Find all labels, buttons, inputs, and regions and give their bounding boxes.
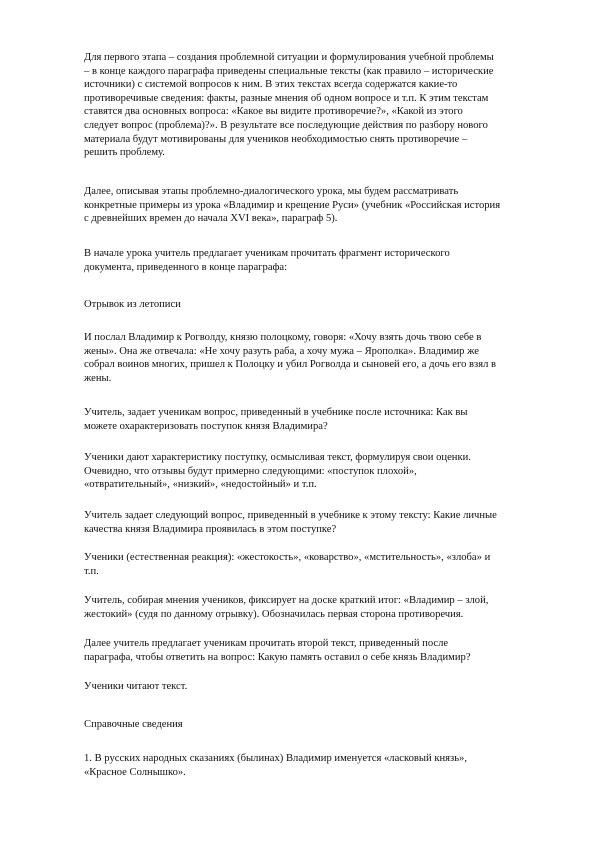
text-line: жены. bbox=[84, 372, 112, 384]
text-line: жестокий» (судя по данному отрывку). Обозначилась первая сторона противоречия. bbox=[84, 608, 464, 620]
text-line: т.п. bbox=[84, 565, 99, 577]
text-line: И послал Владимир к Рогволду, князю полоцкому, говоря: «Хочу взять дочь твою себе в bbox=[84, 332, 482, 343]
chronicle-excerpt-heading bbox=[84, 298, 514, 312]
text-line: «Красное Солнышко». bbox=[84, 766, 186, 778]
text-line: решить проблему. bbox=[84, 147, 165, 159]
text-line: можете охарактеризовать поступок князя Владимира? bbox=[84, 420, 328, 432]
text-line: Отрывок из летописи bbox=[84, 299, 181, 310]
reference-info-heading bbox=[84, 718, 514, 732]
text-line: параграфа, чтобы ответить на вопрос: Какую память оставил о себе князь Владимир? bbox=[84, 651, 471, 663]
text-line: источники) с системой вопросов к ним. В этих текстах всегда содержатся какие-то bbox=[84, 79, 458, 91]
text-line: противоречивые сведения: факты, разные мнения об одном вопросе и т.п. К этим текстам bbox=[84, 92, 489, 104]
text-line: Справочные сведения bbox=[84, 719, 183, 730]
text-line: Ученики дают характеристику поступку, осмысливая текст, формулируя свои оценки. bbox=[84, 452, 471, 463]
text-line: качества князя Владимира проявилась в этом поступке? bbox=[84, 523, 337, 535]
paragraph-teacher-summary bbox=[84, 594, 514, 621]
paragraph-teacher-question-1 bbox=[84, 406, 514, 433]
text-line: Для первого этапа – создания проблемной ситуации и формулирования учебной проблемы bbox=[84, 52, 494, 63]
text-line: 1. В русских народных сказаниях (былинах) Владимир именуется «ласковый князь», bbox=[84, 753, 467, 764]
paragraph-lesson-stages bbox=[84, 185, 514, 226]
text-line: конкретные примеры из урока «Владимир и крещение Руси» (учебник «Российская история bbox=[84, 199, 501, 211]
text-line: материала будут мотивированы для учеников необходимостью снять противоречие – bbox=[84, 133, 468, 145]
text-line: с древнейших времен до начала XVI века», параграф 5). bbox=[84, 213, 338, 225]
text-line: собрал воинов многих, пришел к Полоцку и убил Рогволда и сыновей его, а дочь его взял в bbox=[84, 359, 497, 371]
paragraph-student-answers-1 bbox=[84, 451, 514, 492]
text-line: Учитель, задает ученикам вопрос, приведенный в учебнике после источника: Как вы bbox=[84, 407, 468, 418]
text-line: Ученики читают текст. bbox=[84, 681, 188, 692]
text-line: Учитель задает следующий вопрос, приведенный в учебнике к этому тексту: Какие личные bbox=[84, 510, 497, 521]
paragraph-second-text bbox=[84, 637, 514, 664]
text-line: Далее, описывая этапы проблемно-диалогического урока, мы будем рассматривать bbox=[84, 186, 459, 197]
text-line: Далее учитель предлагает ученикам прочитать второй текст, приведенный после bbox=[84, 638, 449, 649]
paragraph-students-read bbox=[84, 680, 514, 694]
text-line: – в конце каждого параграфа приведены специальные тексты (как правило – исторические bbox=[84, 65, 494, 77]
text-line: жены». Она же отвечала: «Не хочу разуть раба, а хочу мужа – Ярополка». Владимир же bbox=[84, 345, 479, 357]
text-line: «отвратительный», «низкий», «недостойный» и т.п. bbox=[84, 479, 317, 491]
paragraph-first-stage bbox=[84, 51, 514, 160]
text-line: следует вопрос (проблема)?». В результате все последующие действия по разбору нового bbox=[84, 119, 488, 131]
paragraph-lesson-start bbox=[84, 247, 514, 274]
paragraph-student-reaction bbox=[84, 551, 514, 578]
text-line: ставятся два основных вопроса: «Какое вы видите противоречие?», «Какой из этого bbox=[84, 106, 463, 118]
paragraph-teacher-question-2 bbox=[84, 509, 514, 536]
text-line: В начале урока учитель предлагает ученикам прочитать фрагмент исторического bbox=[84, 248, 450, 259]
text-line: документа, приведенного в конце параграфа: bbox=[84, 261, 288, 273]
text-line: Ученики (естественная реакция): «жестокость», «коварство», «мстительность», «злоба» и bbox=[84, 552, 491, 563]
text-line: Очевидно, что отзывы будут примерно следующими: «поступок плохой», bbox=[84, 465, 417, 477]
paragraph-chronicle-text bbox=[84, 331, 514, 385]
text-line: Учитель, собирая мнения учеников, фиксирует на доске краткий итог: «Владимир – злой, bbox=[84, 595, 489, 606]
paragraph-reference-item-1 bbox=[84, 752, 514, 779]
